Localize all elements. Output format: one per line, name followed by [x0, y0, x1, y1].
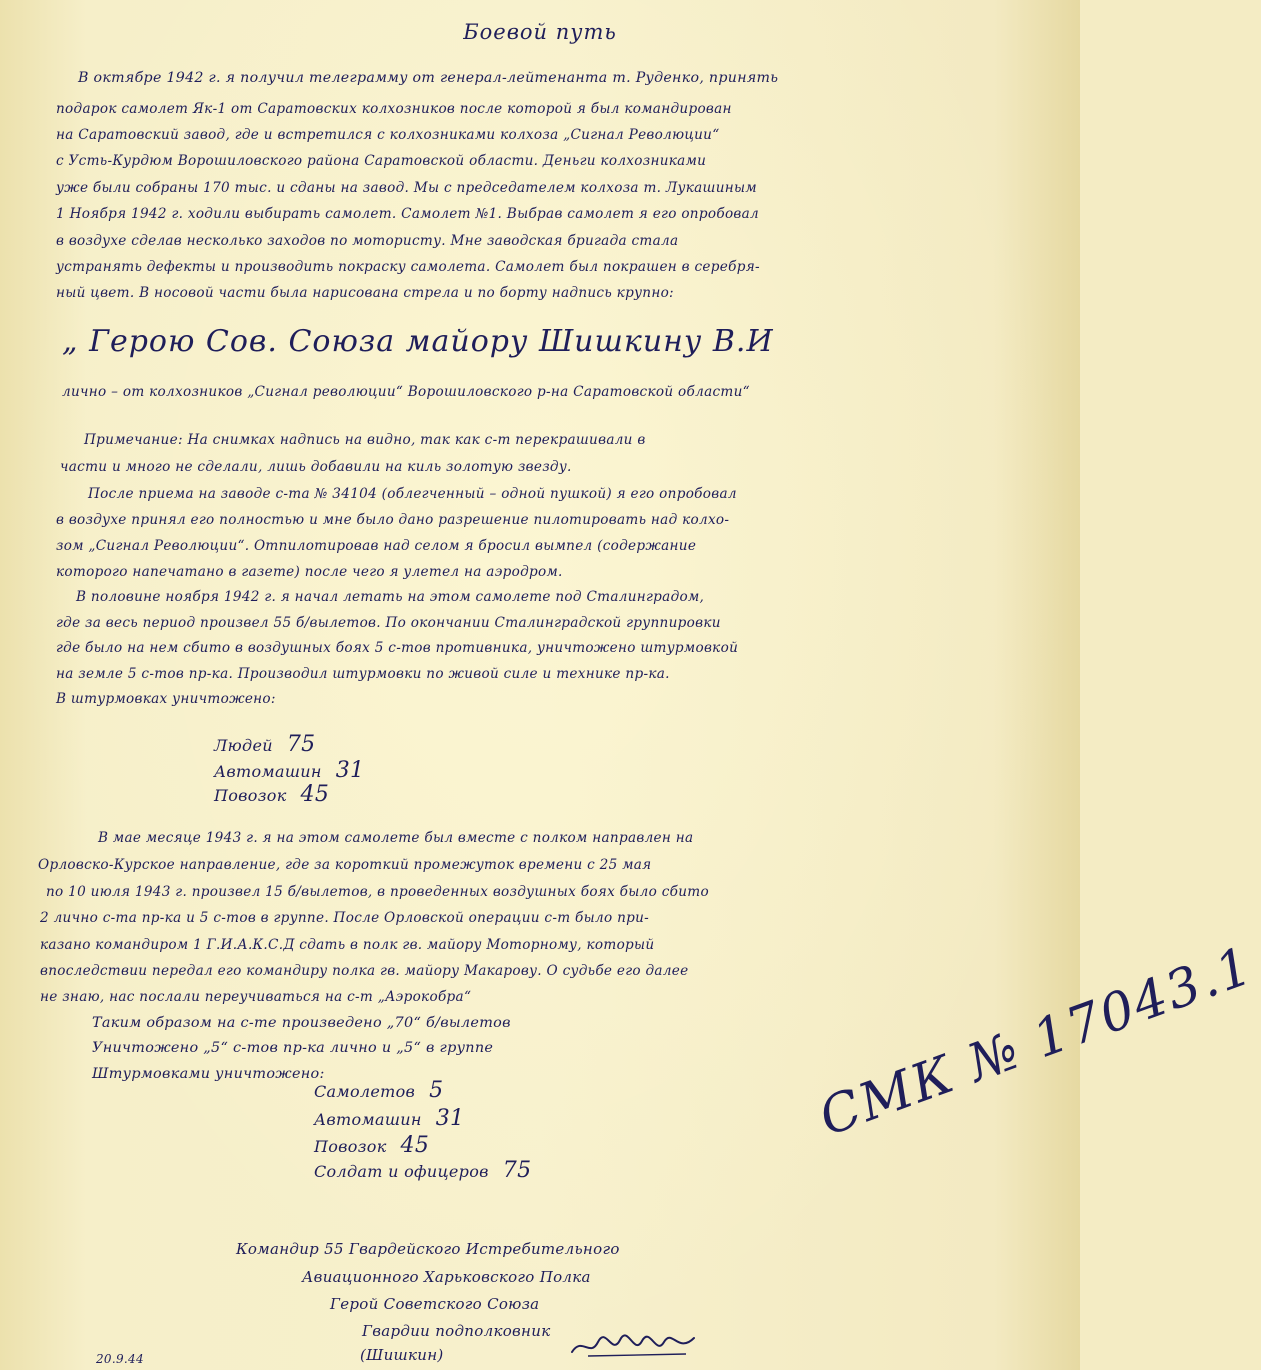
text-line: в воздухе сделав несколько заходов по мотористу. Мне заводская бригада стала	[56, 233, 679, 249]
text-line: где за весь период произвел 55 б/вылетов. По окончании Сталинградской группировки	[56, 615, 721, 631]
summary-line: Штурмовками уничтожено:	[92, 1066, 325, 1082]
summary-line: Таким образом на с-те произведено „70“ б/вылетов	[92, 1015, 511, 1031]
text-line: В мае месяце 1943 г. я на этом самолете был вместе с полком направлен на	[98, 830, 694, 846]
tally-value: 75	[502, 1158, 532, 1183]
summary-line: Уничтожено „5“ с-тов пр-ка лично и „5“ в группе	[92, 1040, 494, 1056]
tally-label: Повозок	[214, 786, 287, 805]
signature-line: Герой Советского Союза	[330, 1295, 540, 1313]
tally-row	[214, 732, 315, 757]
text-line: 1 Ноября 1942 г. ходили выбирать самолет. Самолет №1. Выбрав самолет я его опробовал	[56, 206, 759, 222]
signature-line: Авиационного Харьковского Полка	[302, 1268, 591, 1286]
text-line: в воздухе принял его полностью и мне было дано разрешение пилотировать над колхо-	[56, 512, 730, 528]
archive-stamp: СМК № 17043.1	[811, 935, 1261, 1149]
tally-label: Людей	[214, 736, 273, 755]
text-line: уже были собраны 170 тыс. и сданы на завод. Мы с председателем колхоза т. Лукашиным	[56, 180, 757, 196]
signature-line: (Шишкин)	[360, 1346, 444, 1364]
tally-value: 45	[400, 1133, 430, 1158]
tally-row	[314, 1158, 531, 1183]
signature-line: Гвардии подполковник	[362, 1322, 551, 1340]
text-line: В половине ноября 1942 г. я начал летать на этом самолете под Сталинградом,	[76, 589, 705, 605]
text-line: с Усть-Курдюм Ворошиловского района Саратовской области. Деньги колхозниками	[56, 153, 707, 169]
text-line: на земле 5 с-тов пр-ка. Производил штурмовки по живой силе и технике пр-ка.	[56, 666, 670, 682]
text-line: казано командиром 1 Г.И.А.К.С.Д сдать в полк гв. майору Моторному, который	[40, 937, 655, 953]
tally-value: 45	[300, 782, 330, 807]
inscription-tail: лично – от колхозников „Сигнал революции“ Ворошиловского р-на Саратовской области“	[62, 384, 750, 400]
text-line: устранять дефекты и производить покраску самолета. Самолет был покрашен в серебря-	[56, 259, 760, 275]
tally-label: Повозок	[314, 1137, 387, 1156]
tally-label: Автомашин	[214, 762, 322, 781]
text-line: В штурмовках уничтожено:	[56, 691, 276, 707]
page-title: Боевой путь	[463, 20, 617, 44]
text-line: ный цвет. В носовой части была нарисована стрела и по борту надпись крупно:	[56, 285, 674, 301]
tally-value: 5	[429, 1078, 444, 1103]
tally-label: Автомашин	[314, 1110, 422, 1129]
text-line: Примечание: На снимках надпись на видно, так как с-т перекрашивали в	[84, 432, 646, 448]
text-line: 2 лично с-та пр-ка и 5 с-тов в группе. После Орловской операции с-т было при-	[40, 910, 650, 926]
text-line: В октябре 1942 г. я получил телеграмму от генерал-лейтенанта т. Руденко, принять	[78, 70, 779, 86]
text-line: подарок самолет Як-1 от Саратовских колхозников после которой я был командирован	[56, 101, 732, 117]
text-line: впоследствии передал его командиру полка гв. майору Макарову. О судьбе его далее	[40, 963, 689, 979]
text-line: где было на нем сбито в воздушных боях 5 с-тов противника, уничтожено штурмовкой	[56, 640, 739, 656]
text-line: части и много не сделали, лишь добавили на киль золотую звезду.	[60, 459, 572, 475]
tally-row	[314, 1106, 464, 1131]
text-line: по 10 июля 1943 г. произвел 15 б/вылетов, в проведенных воздушных боях было сбито	[46, 884, 709, 900]
text-line: которого напечатано в газете) после чего я улетел на аэродром.	[56, 564, 563, 580]
tally-row	[214, 758, 364, 783]
text-line: на Саратовский завод, где и встретился с колхозниками колхоза „Сигнал Революции“	[56, 127, 720, 143]
tally-value: 31	[435, 1106, 465, 1131]
signature-line: Командир 55 Гвардейского Истребительного	[236, 1240, 620, 1258]
handwritten-signature	[568, 1332, 698, 1360]
tally-value: 75	[286, 732, 316, 757]
text-line: зом „Сигнал Революции“. Отпилотировав над селом я бросил вымпел (содержание	[56, 538, 697, 554]
tally-label: Солдат и офицеров	[314, 1162, 489, 1181]
tally-label: Самолетов	[314, 1082, 416, 1101]
document-date: 20.9.44	[96, 1352, 144, 1366]
text-line: После приема на заводе с-та № 34104 (облегченный – одной пушкой) я его опробовал	[88, 486, 737, 502]
tally-row	[314, 1133, 429, 1158]
tally-value: 31	[335, 758, 365, 783]
text-line: не знаю, нас послали переучиваться на с-т „Аэрокобра“	[40, 989, 472, 1005]
tally-row	[214, 782, 329, 807]
text-line: Орловско-Курское направление, где за короткий промежуток времени с 25 мая	[38, 857, 652, 873]
hero-inscription: „ Герою Сов. Союза майору Шишкину В.И	[62, 324, 774, 359]
tally-row	[314, 1078, 443, 1103]
